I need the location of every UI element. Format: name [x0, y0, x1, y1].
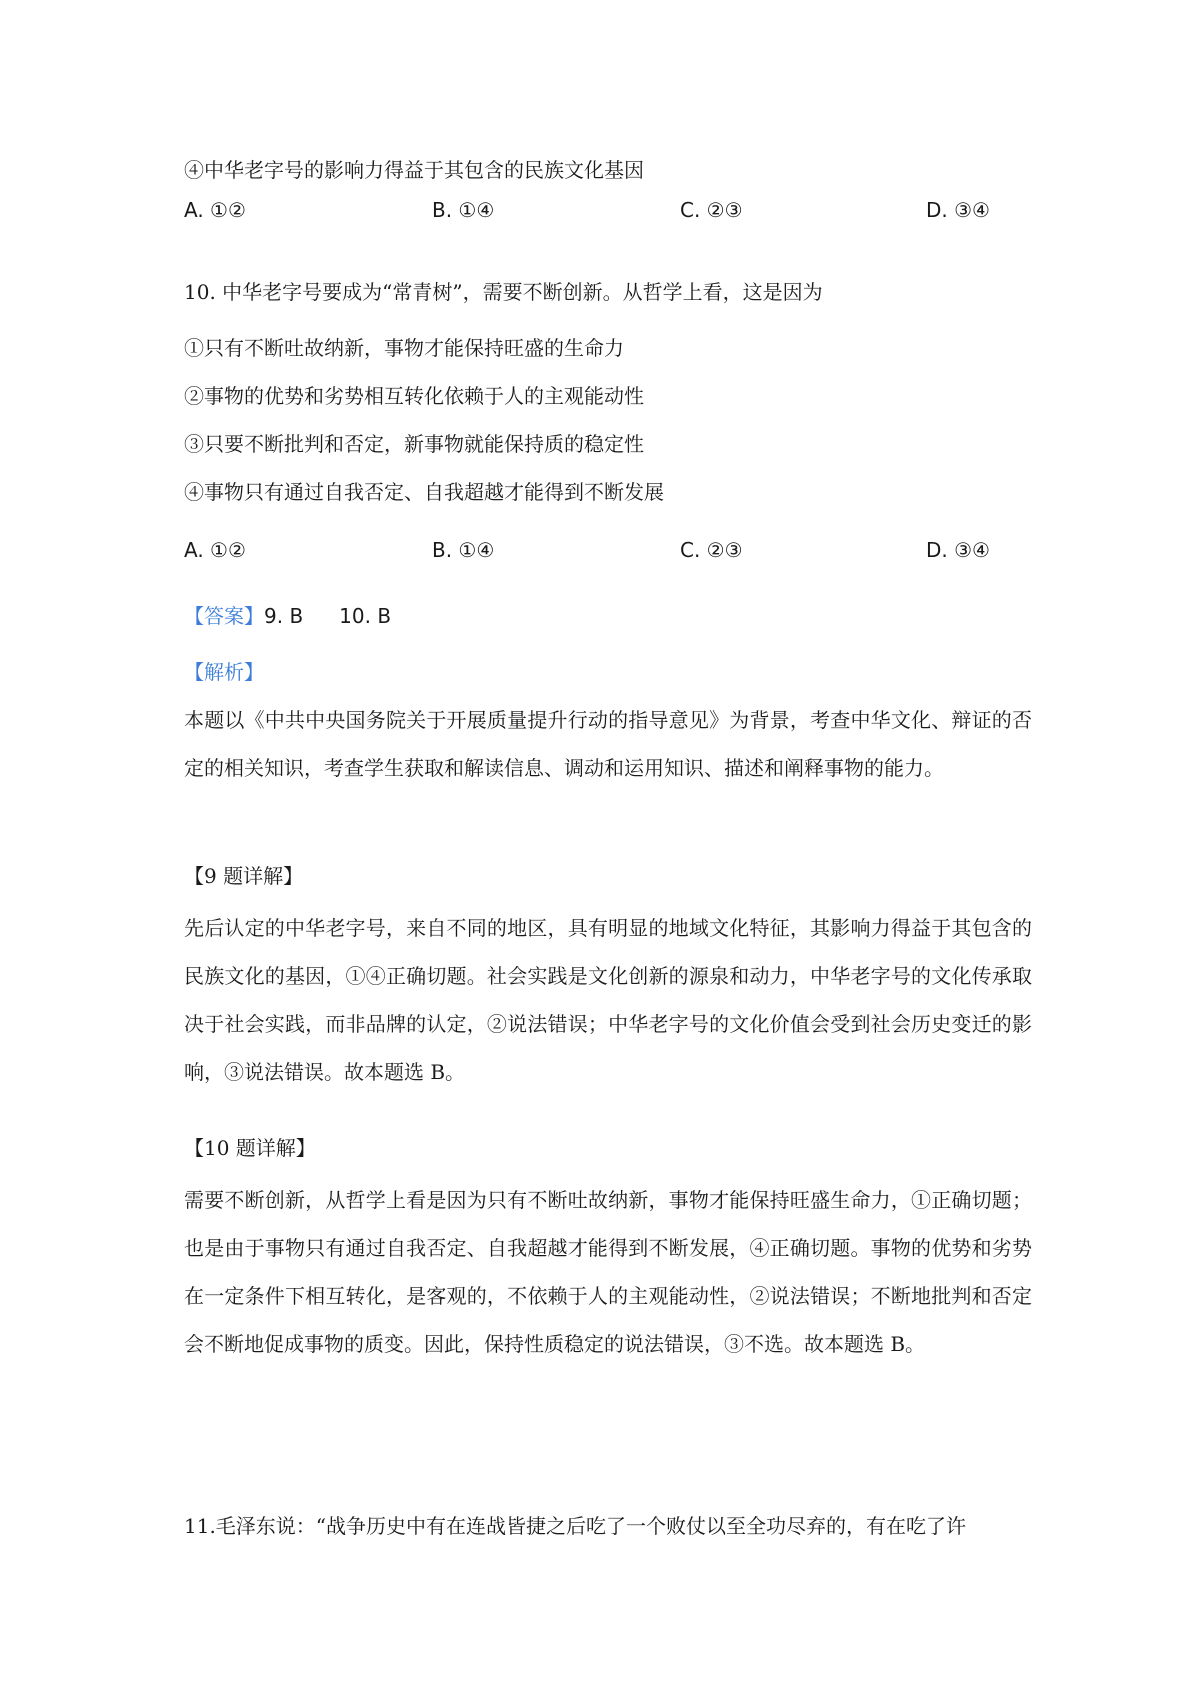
- analysis-tag-line: [184, 658, 264, 686]
- q9-option-b: B. ①④: [432, 198, 495, 222]
- q9-item-4: ④中华老字号的影响力得益于其包含的民族文化基因: [184, 158, 644, 182]
- q10-option-a: A. ①②: [184, 538, 246, 562]
- q10-option-d: D. ③④: [926, 538, 990, 562]
- q10-item-4: ④事物只有通过自我否定、自我超越才能得到不断发展: [184, 480, 664, 504]
- answer-tag: 【答案】: [184, 604, 264, 628]
- q10-option-b: B. ①④: [432, 538, 495, 562]
- q9-option-c: C. ②③: [680, 198, 743, 222]
- q10-detail-text: 需要不断创新，从哲学上看是因为只有不断吐故纳新，事物才能保持旺盛生命力，①正确切题；也是由于事物只有通过自我否定、自我超越才能得到不断发展，④正确切题。事物的优势和劣势在一定条件下相互转化，是客观的，不依赖于人的主观能动性，②说法错误；不断地批判和否定会不断地促成事物的质变。因此，保持性质稳定的说法错误，③不选。故本题选 B。: [184, 1188, 1032, 1356]
- q9-options: [184, 196, 1084, 224]
- q9-option-d: D. ③④: [926, 198, 990, 222]
- q10-stem: 10. 中华老字号要成为“常青树”，需要不断创新。从哲学上看，这是因为: [184, 280, 823, 304]
- q9-option-a: A. ①②: [184, 198, 246, 222]
- answer-q10: 10. B: [339, 604, 392, 628]
- analysis-intro: 本题以《中共中央国务院关于开展质量提升行动的指导意见》为背景，考查中华文化、辩证的否定的相关知识，考查学生获取和解读信息、调动和运用知识、描述和阐释事物的能力。: [184, 708, 1032, 780]
- q9-detail-text: 先后认定的中华老字号，来自不同的地区，具有明显的地域文化特征，其影响力得益于其包含的民族文化的基因，①④正确切题。社会实践是文化创新的源泉和动力，中华老字号的文化传承取决于社会实践，而非品牌的认定，②说法错误；中华老字号的文化价值会受到社会历史变迁的影响，③说法错误。故本题选 B。: [184, 916, 1032, 1084]
- answer-line: [184, 602, 391, 630]
- q10-options: [184, 536, 1084, 564]
- q9-detail-heading: 【9 题详解】: [184, 864, 304, 888]
- q10-item-2: ②事物的优势和劣势相互转化依赖于人的主观能动性: [184, 384, 644, 408]
- q10-item-1: ①只有不断吐故纳新，事物才能保持旺盛的生命力: [184, 336, 624, 360]
- q11-stem: 11.毛泽东说：“战争历史中有在连战皆捷之后吃了一个败仗以至全功尽弃的，有在吃了许: [184, 1514, 967, 1538]
- answer-q9: 9. B: [264, 604, 304, 628]
- q10-option-c: C. ②③: [680, 538, 743, 562]
- q10-detail-heading: 【10 题详解】: [184, 1136, 316, 1160]
- analysis-tag: 【解析】: [184, 660, 264, 684]
- q10-item-3: ③只要不断批判和否定，新事物就能保持质的稳定性: [184, 432, 644, 456]
